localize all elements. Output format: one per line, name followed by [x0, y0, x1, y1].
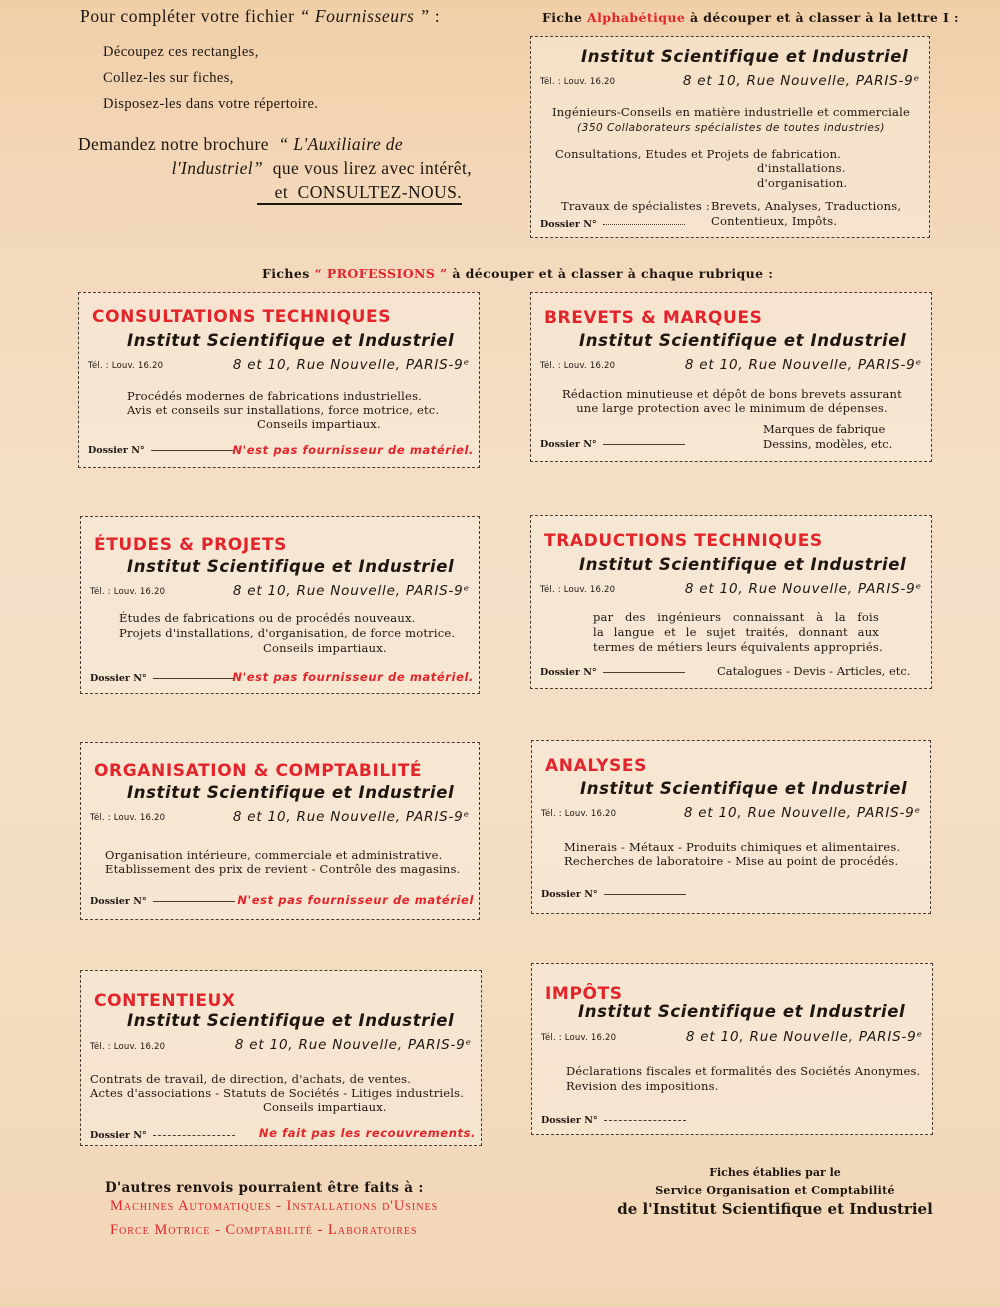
card-dossier: Dossier N°	[541, 889, 686, 900]
card-tel: Tél. : Louv. 16.20	[540, 361, 616, 371]
alpha-line1: Ingénieurs-Conseils en matière industrielle et commerciale	[552, 105, 910, 119]
card-line: Conseils impartiaux.	[263, 641, 387, 655]
card-category: BREVETS & MARQUES	[544, 308, 763, 328]
alpha-specialists-1: Brevets, Analyses, Traductions,	[711, 199, 902, 213]
intro-title	[80, 6, 440, 27]
alpha-specialists-label: Travaux de spécialistes :	[561, 199, 710, 213]
card-right-note: Catalogues - Devis - Articles, etc.	[717, 664, 911, 678]
card-address: 8 et 10, Rue Nouvelle, PARIS-9ᵉ	[685, 1029, 923, 1045]
card-right-note: Marques de fabrique	[763, 422, 886, 436]
card-institute: Institut Scientifique et Industriel	[580, 779, 908, 798]
card-line: Minerais - Métaux - Produits chimiques et alimentaires.	[564, 840, 901, 854]
card-address: 8 et 10, Rue Nouvelle, PARIS-9ᵉ	[232, 809, 470, 825]
card-line: Études de fabrications ou de procédés nouveaux.	[119, 611, 416, 625]
alpha-header-prefix: Fiche	[542, 10, 583, 25]
card-line: Avis et conseils sur installations, force motrice, etc.	[127, 403, 440, 417]
alpha-services-3: d'organisation.	[757, 176, 848, 190]
brochure-prefix: Demandez notre brochure	[78, 134, 269, 154]
alpha-header-highlight: Alphabétique	[587, 10, 686, 25]
credit-line-2: Service Organisation et Comptabilité	[655, 1184, 895, 1197]
card-category: ÉTUDES & PROJETS	[94, 535, 288, 555]
card-category: CONTENTIEUX	[94, 991, 236, 1011]
card-line: Revision des impositions.	[566, 1079, 719, 1093]
card-brevets-marques	[530, 292, 932, 462]
card-line: Procédés modernes de fabrications industrielles.	[127, 389, 423, 403]
card-category: CONSULTATIONS TECHNIQUES	[92, 307, 392, 327]
card-line: Rédaction minutieuse et dépôt de bons brevets assurant	[562, 387, 902, 401]
card-address: 8 et 10, Rue Nouvelle, PARIS-9ᵉ	[684, 581, 922, 597]
alpha-services-1: Consultations, Etudes et Projets de fabrication.	[555, 147, 842, 161]
card-line: par des ingénieurs connaissant à la fois	[593, 610, 879, 624]
card-tel: Tél. : Louv. 16.20	[90, 813, 166, 823]
card-dossier: Dossier N°	[90, 1130, 235, 1141]
card-category: IMPÔTS	[545, 984, 623, 1004]
other-refs-title: D'autres renvois pourraient être faits à :	[105, 1180, 424, 1196]
intro-step-3: Disposez-les dans votre répertoire.	[103, 96, 319, 112]
card-dossier: Dossier N°	[88, 445, 233, 456]
card-category: ANALYSES	[545, 756, 647, 776]
card-line: Conseils impartiaux.	[263, 1100, 387, 1114]
alpha-line2: (350 Collaborateurs spécialistes de toutes industries)	[577, 122, 885, 134]
card-line: Etablissement des prix de revient - Contrôle des magasins.	[105, 862, 461, 876]
alpha-services-2: d'installations.	[757, 161, 846, 175]
card-note: N'est pas fournisseur de matériel.	[232, 670, 474, 684]
intro-title-text: Pour compléter votre fichier	[80, 6, 295, 26]
alpha-dossier: Dossier N°	[540, 219, 685, 230]
card-line: Recherches de laboratoire - Mise au point de procédés.	[564, 854, 899, 868]
other-refs-line-1: Machines Automatiques - Installations d'Usines	[110, 1198, 439, 1214]
card-analyses	[531, 740, 931, 914]
card-institute: Institut Scientifique et Industriel	[127, 331, 455, 350]
card-line: Projets d'installations, d'organisation, de force motrice.	[119, 626, 456, 640]
card-tel: Tél. : Louv. 16.20	[541, 809, 617, 819]
card-right-note: Dessins, modèles, etc.	[763, 437, 893, 451]
card-traductions-techniques	[530, 515, 932, 689]
card-institute: Institut Scientifique et Industriel	[127, 557, 455, 576]
card-line: Organisation intérieure, commerciale et administrative.	[105, 848, 443, 862]
professions-header	[262, 266, 773, 281]
intro-title-quoted: “ Fournisseurs ”	[299, 6, 430, 26]
alpha-institute: Institut Scientifique et Industriel	[581, 47, 909, 66]
brochure-line2: que vous lirez avec intérêt,	[272, 158, 472, 178]
card-line: une large protection avec le minimum de dépenses.	[576, 401, 888, 415]
card-note: N'est pas fournisseur de matériel	[237, 893, 474, 907]
credit-block	[605, 1166, 945, 1218]
cta-underline	[257, 203, 462, 205]
card-institute: Institut Scientifique et Industriel	[127, 1011, 455, 1030]
card-category: ORGANISATION & COMPTABILITÉ	[94, 761, 423, 781]
card-dossier: Dossier N°	[90, 673, 235, 684]
card-category: TRADUCTIONS TECHNIQUES	[544, 531, 823, 551]
card-dossier: Dossier N°	[540, 667, 685, 678]
alpha-header	[542, 10, 959, 25]
professions-header-highlight: “ PROFESSIONS ”	[314, 266, 448, 281]
card-contentieux	[80, 970, 482, 1146]
alpha-card	[530, 36, 930, 238]
card-dossier: Dossier N°	[541, 1115, 686, 1126]
brochure-title-2: l'Industriel”	[171, 158, 264, 178]
alpha-header-suffix: à découper et à classer à la lettre I :	[689, 10, 959, 25]
card-tel: Tél. : Louv. 16.20	[90, 587, 166, 597]
card-line: Actes d'associations - Statuts de Sociétés - Litiges industriels.	[90, 1086, 465, 1100]
consultez-nous-cta: CONSULTEZ-NOUS.	[297, 182, 462, 202]
card-address: 8 et 10, Rue Nouvelle, PARIS-9ᵉ	[232, 357, 470, 373]
card-line: Déclarations fiscales et formalités des Sociétés Anonymes.	[566, 1064, 921, 1078]
card-tel: Tél. : Louv. 16.20	[88, 361, 164, 371]
credit-line-3: de l'Institut Scientifique et Industriel	[617, 1200, 933, 1218]
other-refs-line-2: Force Motrice - Comptabilité - Laboratoires	[110, 1222, 418, 1238]
card-tel: Tél. : Louv. 16.20	[540, 585, 616, 595]
alpha-specialists-2: Contentieux, Impôts.	[711, 214, 838, 228]
card-dossier: Dossier N°	[90, 896, 235, 907]
card-line: termes de métiers leurs équivalents appropriés.	[593, 640, 883, 654]
alpha-address: 8 et 10, Rue Nouvelle, PARIS-9ᵉ	[682, 73, 920, 89]
card-etudes-projets	[80, 516, 480, 694]
brochure-title-1: “ L'Auxiliaire de	[278, 134, 404, 154]
credit-line-1: Fiches établies par le	[709, 1166, 841, 1179]
card-note: Ne fait pas les recouvrements.	[258, 1126, 476, 1140]
professions-header-suffix: à découper et à classer à chaque rubrique :	[452, 266, 774, 281]
card-impots	[531, 963, 933, 1135]
card-address: 8 et 10, Rue Nouvelle, PARIS-9ᵉ	[234, 1037, 472, 1053]
professions-header-prefix: Fiches	[262, 266, 310, 281]
alpha-tel: Tél. : Louv. 16.20	[540, 77, 616, 87]
card-address: 8 et 10, Rue Nouvelle, PARIS-9ᵉ	[684, 357, 922, 373]
brochure-paragraph	[78, 132, 472, 204]
card-consultations-techniques	[78, 292, 480, 468]
card-tel: Tél. : Louv. 16.20	[541, 1033, 617, 1043]
card-line: la langue et le sujet traités, donnant aux	[593, 625, 879, 639]
card-line: Contrats de travail, de direction, d'achats, de ventes.	[90, 1072, 412, 1086]
intro-step-1: Découpez ces rectangles,	[103, 44, 259, 60]
card-institute: Institut Scientifique et Industriel	[127, 783, 455, 802]
intro-title-colon: :	[434, 6, 441, 26]
brochure-et: et	[274, 182, 289, 202]
card-institute: Institut Scientifique et Industriel	[579, 555, 907, 574]
card-line: Conseils impartiaux.	[257, 417, 381, 431]
card-organisation-comptabilite	[80, 742, 480, 920]
card-institute: Institut Scientifique et Industriel	[579, 331, 907, 350]
card-tel: Tél. : Louv. 16.20	[90, 1042, 166, 1052]
card-note: N'est pas fournisseur de matériel.	[232, 443, 474, 457]
card-institute: Institut Scientifique et Industriel	[578, 1002, 906, 1021]
card-address: 8 et 10, Rue Nouvelle, PARIS-9ᵉ	[232, 583, 470, 599]
card-address: 8 et 10, Rue Nouvelle, PARIS-9ᵉ	[683, 805, 921, 821]
card-dossier: Dossier N°	[540, 439, 685, 450]
intro-step-2: Collez-les sur fiches,	[103, 70, 234, 86]
